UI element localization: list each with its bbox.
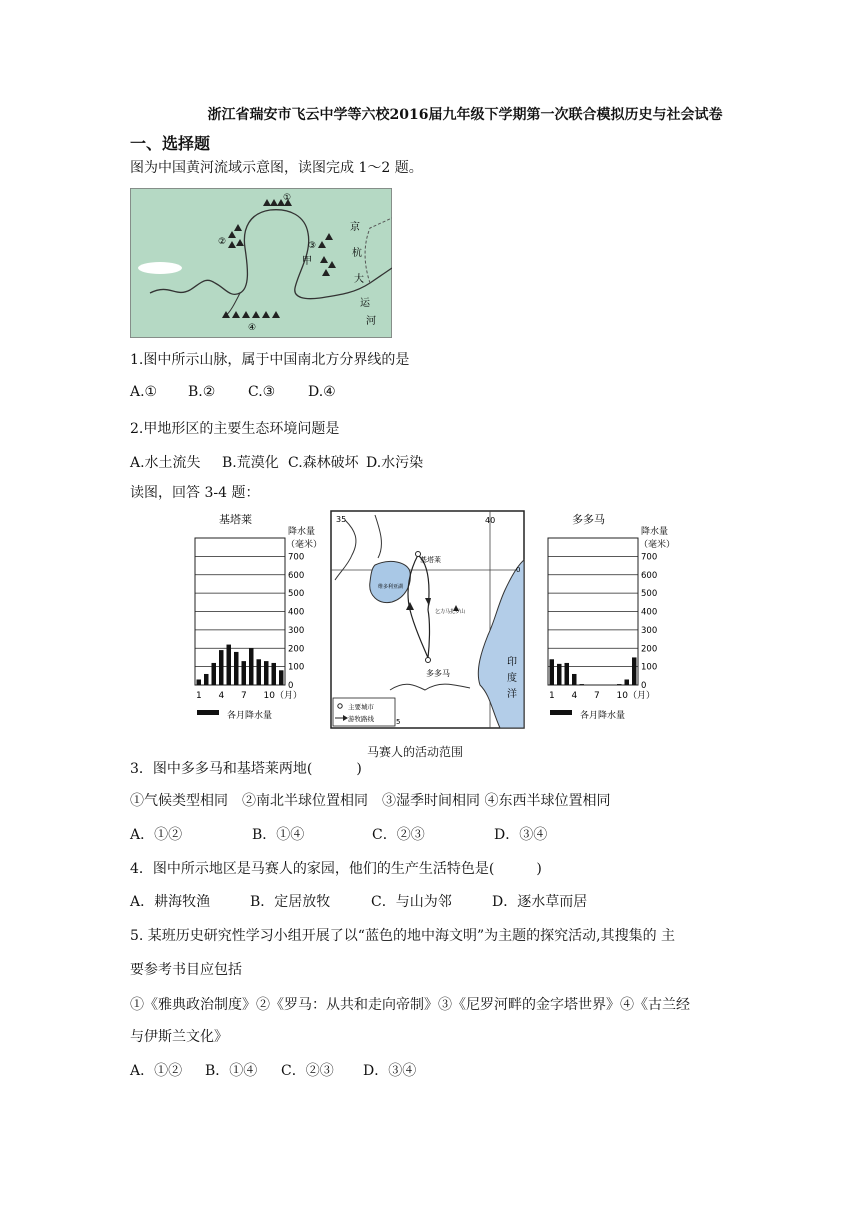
q2-option-c[interactable]: C.森林破坏 — [288, 455, 359, 471]
q3-option-c[interactable]: C．②③ — [372, 827, 425, 843]
ocean-char: 洋 — [507, 689, 517, 700]
area-jia-label: 甲 — [302, 256, 312, 267]
q3-choices: ①气候类型相同 ②南北半球位置相同 ③湿季时间相同 ④东西半球位置相同 — [130, 793, 611, 809]
bar-month-12 — [632, 657, 637, 685]
q5-stem-line2: 要参考书目应包括 — [130, 962, 242, 978]
q2-stem: 2.甲地形区的主要生态环境问题是 — [130, 421, 340, 437]
marker-3: ③ — [308, 241, 317, 251]
y-tick-label: 600 — [288, 570, 305, 581]
y-tick-label: 700 — [288, 552, 305, 563]
q1-option-c[interactable]: C.③ — [248, 384, 276, 400]
y-tick-label: 400 — [641, 607, 658, 618]
q4-option-c[interactable]: C．与山为邻 — [371, 894, 452, 910]
q5-stem-line1: 5. 某班历史研究性学习小组开展了以“蓝色的地中海文明”为主题的探究活动,其搜集的 主 — [130, 928, 676, 944]
q1-options — [130, 384, 336, 400]
maasai-map — [330, 510, 525, 730]
marker-2: ② — [218, 237, 227, 247]
q5-option-b[interactable]: B．①④ — [205, 1063, 258, 1079]
x-tick-label: 10（月） — [616, 691, 655, 701]
map-caption: 马赛人的活动范围 — [367, 745, 464, 759]
y-tick-label: 0 — [288, 681, 294, 691]
y-tick-label: 500 — [641, 589, 658, 600]
legend-label: 各月降水量 — [580, 711, 626, 721]
legend-swatch — [550, 710, 572, 715]
bar-month-2 — [557, 664, 562, 685]
bar-month-5 — [580, 684, 585, 685]
marker-1: ① — [283, 193, 292, 203]
legend-city: 主要城市 — [348, 703, 374, 711]
q5-option-d[interactable]: D．③④ — [363, 1063, 417, 1079]
chart-title: 基塔莱 — [219, 513, 252, 526]
climate-chart-kitale — [185, 510, 325, 725]
canal-char: 大 — [354, 274, 364, 285]
q4-option-b[interactable]: B．定居放牧 — [250, 894, 331, 910]
lat-label: 5 — [396, 718, 401, 726]
legend-swatch — [197, 710, 219, 715]
q4-stem: 4．图中所示地区是马赛人的家园，他们的生产生活特色是( ) — [130, 861, 542, 877]
y-tick-label: 400 — [288, 607, 305, 618]
q1-stem: 1.图中所示山脉，属于中国南北方分界线的是 — [130, 352, 410, 368]
y-axis-label: 降水量 — [641, 527, 669, 537]
bar-month-2 — [204, 674, 209, 685]
x-tick-label: 4 — [218, 691, 225, 701]
bar-month-4 — [219, 650, 224, 685]
q5-option-c[interactable]: C．②③ — [281, 1063, 334, 1079]
paper-title: 浙江省瑞安市飞云中学等六校2016届九年级下学期第一次联合模拟历史与社会试卷 — [207, 107, 723, 123]
y-tick-label: 100 — [288, 662, 305, 673]
section-heading: 一、选择题 — [130, 134, 211, 153]
x-tick-label: 4 — [571, 691, 578, 701]
q3-stem — [130, 758, 362, 778]
y-tick-label: 0 — [641, 681, 647, 691]
x-tick-label: 7 — [594, 691, 600, 701]
city-kitale-label: 基塔莱 — [420, 556, 441, 564]
q5-books-line1: ①《雅典政治制度》②《罗马：从共和走向帝制》③《尼罗河畔的金字塔世界》④《古兰经 — [130, 997, 690, 1013]
q3-paren: ) — [356, 761, 362, 777]
q5-books-line2: 与伊斯兰文化》 — [130, 1029, 228, 1045]
bar-month-6 — [234, 652, 239, 685]
q1-option-d[interactable]: D.④ — [308, 384, 336, 400]
lat-label: 0 — [516, 566, 521, 574]
bar-month-10 — [264, 661, 269, 685]
canal-char: 运 — [360, 298, 370, 309]
city-dodoma-label: 多多马 — [426, 669, 450, 678]
bar-month-3 — [565, 663, 570, 685]
y-tick-label: 600 — [641, 570, 658, 581]
q3-option-d[interactable]: D．③④ — [494, 827, 548, 843]
bar-month-5 — [227, 645, 232, 685]
y-tick-label: 100 — [641, 662, 658, 673]
canal-char: 杭 — [352, 248, 362, 259]
bar-month-10 — [617, 684, 622, 685]
q2-option-b[interactable]: B.荒漠化 — [222, 455, 279, 471]
bar-month-9 — [257, 659, 262, 685]
q5-options — [130, 1060, 416, 1080]
q3-option-a[interactable]: A．①② — [130, 827, 183, 843]
lon-label: 35 — [336, 515, 347, 524]
x-tick-label: 10（月） — [263, 691, 302, 701]
y-tick-label: 300 — [641, 625, 658, 636]
climate-chart-dodoma — [538, 510, 678, 725]
bar-month-3 — [212, 663, 217, 685]
x-tick-label: 1 — [549, 691, 555, 701]
q1-option-a[interactable]: A.① — [130, 384, 158, 400]
lon-label: 40 — [485, 516, 496, 525]
marker-4: ④ — [248, 323, 257, 333]
q3-options — [130, 824, 547, 844]
white-patch — [138, 262, 182, 274]
mountain-label: 乞力马扎罗山 — [435, 609, 466, 615]
q3-option-b[interactable]: B．①④ — [252, 827, 305, 843]
q3-stem-text: 3．图中多多马和基塔莱两地( — [130, 761, 313, 777]
bar-month-12 — [279, 670, 284, 685]
yellow-river-map — [130, 188, 392, 338]
q2-option-a[interactable]: A.水土流失 — [130, 455, 201, 471]
x-tick-label: 7 — [241, 691, 247, 701]
ocean-char: 印 — [507, 657, 517, 668]
y-tick-label: 300 — [288, 625, 305, 636]
y-tick-label: 200 — [288, 644, 305, 655]
intro-2: 读图，回答 3-4 题： — [130, 485, 260, 501]
bar-month-7 — [242, 661, 247, 685]
bar-month-1 — [550, 659, 555, 685]
y-axis-label-unit: （毫米） — [639, 540, 676, 550]
q2-option-d[interactable]: D.水污染 — [366, 455, 424, 471]
q4-option-a[interactable]: A．耕海牧渔 — [130, 894, 211, 910]
q2-options — [130, 452, 423, 472]
q4-options — [130, 891, 587, 911]
city-dodoma-dot — [426, 658, 431, 663]
bar-month-11 — [272, 663, 277, 685]
legend-route: 游牧路线 — [348, 715, 374, 723]
bar-month-8 — [249, 648, 254, 685]
canal-char: 京 — [350, 222, 360, 233]
lake-label: 维多利亚湖 — [378, 584, 404, 590]
y-axis-label-unit: （毫米） — [286, 540, 323, 550]
bar-month-4 — [572, 674, 577, 685]
chart-title: 多多马 — [572, 513, 605, 526]
legend-label: 各月降水量 — [227, 711, 273, 721]
y-tick-label: 200 — [641, 644, 658, 655]
canal-char: 河 — [366, 316, 376, 327]
intro-1: 图为中国黄河流域示意图，读图完成 1～2 题。 — [130, 160, 423, 176]
y-tick-label: 700 — [641, 552, 658, 563]
q4-option-d[interactable]: D．逐水草而居 — [492, 894, 588, 910]
y-tick-label: 500 — [288, 589, 305, 600]
q1-option-b[interactable]: B.② — [188, 384, 216, 400]
x-tick-label: 1 — [196, 691, 202, 701]
bar-month-1 — [197, 679, 202, 685]
ocean-char: 度 — [507, 673, 517, 684]
y-axis-label: 降水量 — [288, 527, 316, 537]
q5-option-a[interactable]: A．①② — [130, 1063, 183, 1079]
bar-month-11 — [625, 679, 630, 685]
